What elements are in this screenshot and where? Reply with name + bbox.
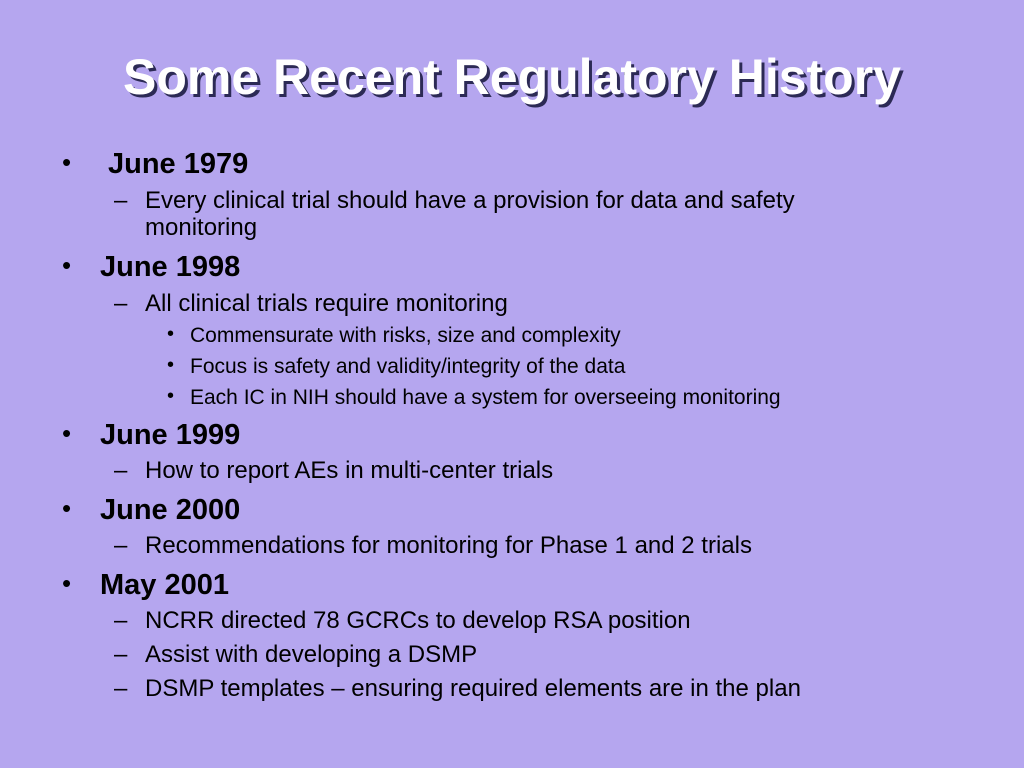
subitem-text: Each IC in NIH should have a system for overseeing monitoring: [190, 386, 781, 409]
item-text: NCRR directed 78 GCRCs to develop RSA position: [145, 607, 691, 634]
level1-bullet: •: [62, 250, 72, 280]
level2-dash: –: [114, 675, 128, 702]
level3-bullet: •: [167, 323, 175, 345]
section-heading-may-2001: May 2001: [100, 569, 229, 601]
level2-dash: –: [114, 532, 128, 559]
subitem-text: Focus is safety and validity/integrity of the data: [190, 355, 626, 378]
item-text: How to report AEs in multi-center trials: [145, 457, 554, 484]
slide-title: Some Recent Regulatory History: [123, 49, 901, 105]
level2-dash: –: [114, 187, 128, 214]
item-text: DSMP templates – ensuring required elements are in the plan: [145, 675, 801, 702]
item-text: Every clinical trial should have a provision for data and safety: [145, 187, 795, 214]
item-text-continued: monitoring: [145, 214, 258, 241]
level1-bullet: •: [62, 568, 72, 598]
level2-dash: –: [114, 290, 128, 317]
item-text: Assist with developing a DSMP: [145, 641, 478, 668]
section-heading-june-2000: June 2000: [100, 494, 241, 526]
level1-bullet: •: [62, 147, 72, 177]
level1-bullet: •: [62, 418, 72, 448]
level2-dash: –: [114, 457, 128, 484]
section-heading-june-1999: June 1999: [100, 419, 241, 451]
section-heading-june-1979: June 1979: [108, 148, 249, 180]
subitem-text: Commensurate with risks, size and complexity: [190, 324, 621, 347]
level3-bullet: •: [167, 385, 175, 407]
level2-dash: –: [114, 607, 128, 634]
level1-bullet: •: [62, 493, 72, 523]
level2-dash: –: [114, 641, 128, 668]
section-heading-june-1998: June 1998: [100, 251, 241, 283]
item-text: All clinical trials require monitoring: [145, 290, 508, 317]
item-text: Recommendations for monitoring for Phase 1 and 2 trials: [145, 532, 752, 559]
level3-bullet: •: [167, 354, 175, 376]
